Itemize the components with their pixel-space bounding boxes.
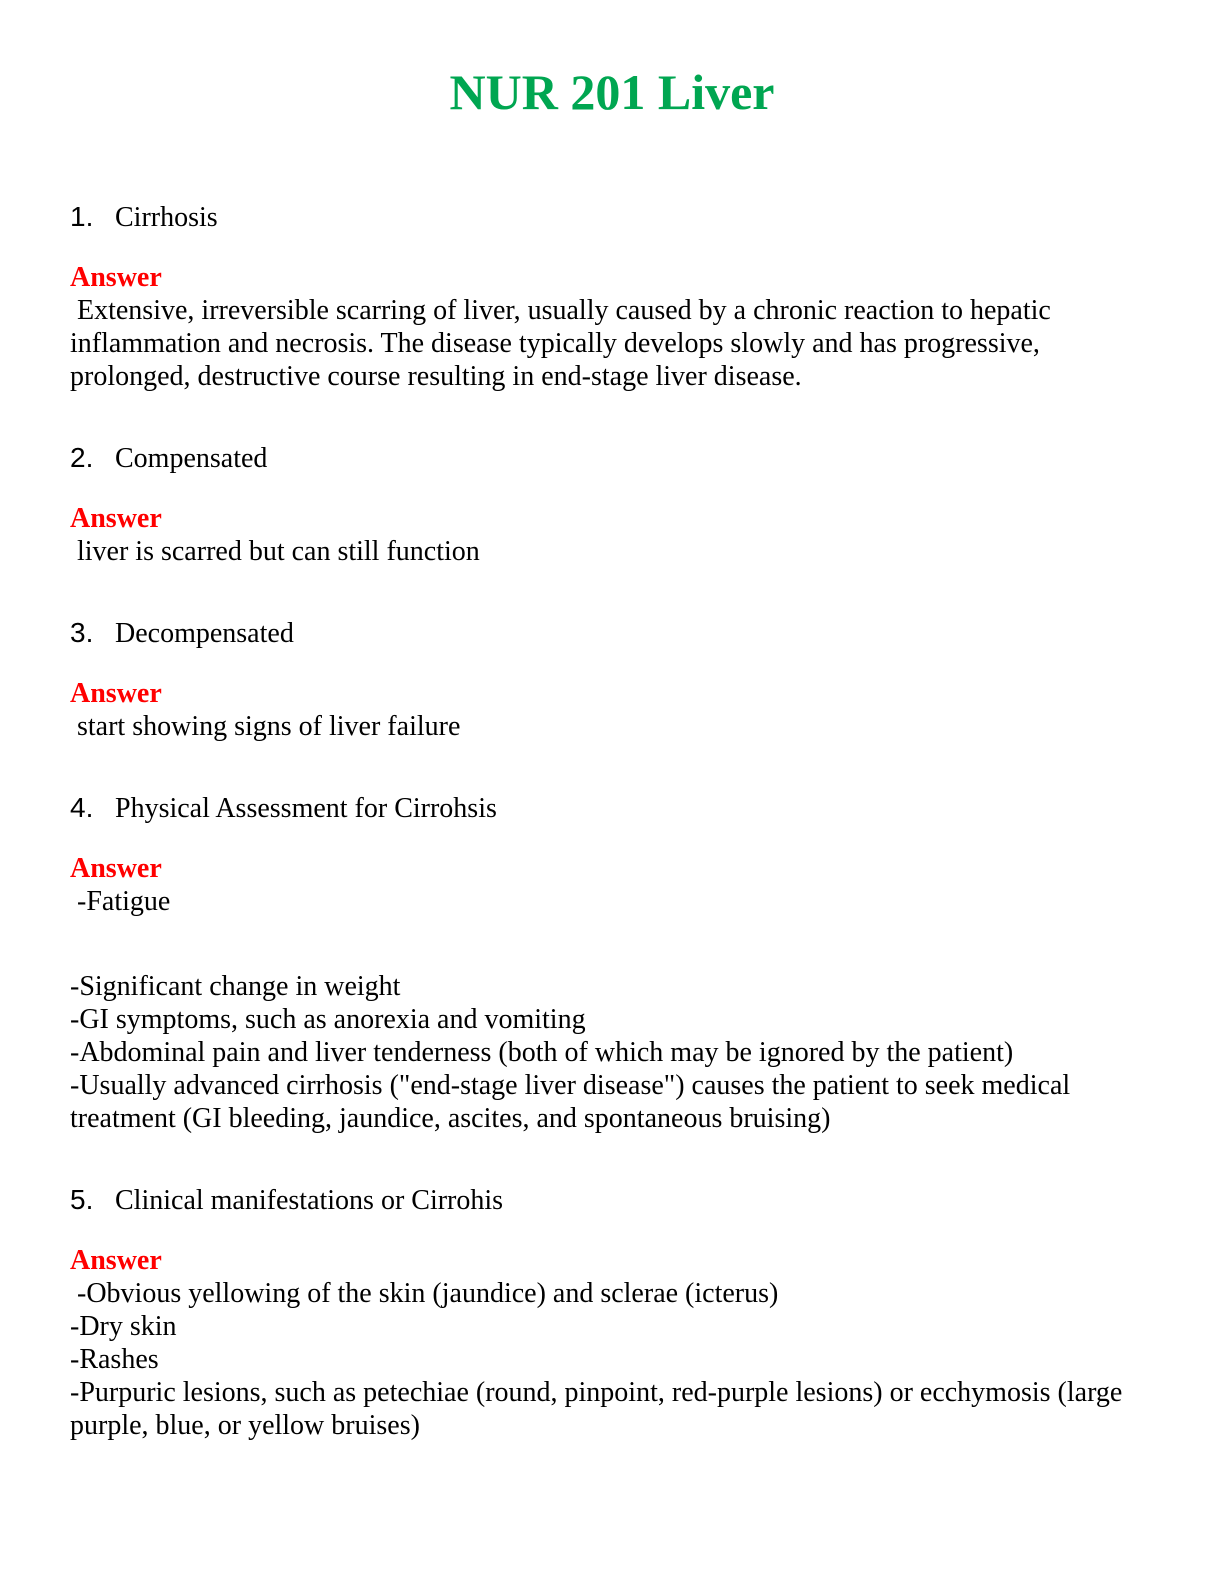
answer-line: -Purpuric lesions, such as petechiae (round, pinpoint, red-purple lesions) or ecchymosis (large purple, blue, or yellow bruises): [70, 1376, 1130, 1441]
qa-item: [70, 200, 1154, 393]
question-text: Compensated: [115, 442, 268, 474]
answer-line: -Fatigue: [70, 885, 171, 917]
question-number: 1.: [70, 200, 94, 232]
answer-paragraph: [70, 535, 1154, 568]
question-number: 4.: [70, 791, 94, 823]
qa-item: [70, 1183, 1154, 1442]
answer-body: [70, 535, 1154, 568]
question-text: Decompensated: [115, 617, 294, 649]
question-row: [70, 200, 1154, 234]
answer-line: -Rashes: [70, 1343, 159, 1375]
question-number: 3.: [70, 616, 94, 648]
answer-body: [70, 294, 1154, 393]
answer-line: -GI symptoms, such as anorexia and vomiting: [70, 1003, 586, 1035]
answer-label: Answer: [70, 261, 162, 293]
answer-label: Answer: [70, 852, 162, 884]
question-text: Physical Assessment for Cirrohsis: [115, 792, 497, 824]
answer-label: Answer: [70, 677, 162, 709]
answer-paragraph: [70, 970, 1154, 1135]
answer-label: Answer: [70, 502, 162, 534]
answer-body: [70, 710, 1154, 743]
answer-line: Extensive, irreversible scarring of liver, usually caused by a chronic reaction to hepatic inflammation and necrosis. The disease typically develops slowly and has progressive, prolonged, destructive course resulting in end-stage liver disease.: [70, 294, 1058, 392]
page-title: NUR 201 Liver: [449, 64, 775, 120]
question-row: [70, 616, 1154, 650]
answer-line: start showing signs of liver failure: [70, 710, 461, 742]
question-text: Clinical manifestations or Cirrohis: [115, 1184, 504, 1216]
answer-line: liver is scarred but can still function: [70, 535, 480, 567]
answer-line: -Abdominal pain and liver tenderness (both of which may be ignored by the patient): [70, 1036, 1014, 1068]
answer-line: -Significant change in weight: [70, 970, 401, 1002]
question-number: 5.: [70, 1183, 94, 1215]
question-row: [70, 791, 1154, 825]
answer-line: -Dry skin: [70, 1310, 177, 1342]
answer-paragraph: [70, 294, 1154, 393]
question-row: [70, 1183, 1154, 1217]
qa-item: [70, 616, 1154, 743]
qa-item: [70, 791, 1154, 1135]
answer-line: -Obvious yellowing of the skin (jaundice) and sclerae (icterus): [70, 1277, 779, 1309]
question-row: [70, 441, 1154, 475]
qa-item: [70, 441, 1154, 568]
question-number: 2.: [70, 441, 94, 473]
answer-line: -Usually advanced cirrhosis ("end-stage liver disease") causes the patient to seek medical treatment (GI bleeding, jaundice, ascites, and spontaneous bruising): [70, 1069, 1078, 1134]
question-text: Cirrhosis: [115, 201, 218, 233]
answer-paragraph: [70, 710, 1154, 743]
answer-paragraph: [70, 1277, 1154, 1442]
answer-label: Answer: [70, 1244, 162, 1276]
answer-paragraph: [70, 885, 1154, 918]
answer-body: [70, 1277, 1154, 1442]
answer-body: [70, 885, 1154, 1135]
qa-list: [70, 200, 1154, 1442]
